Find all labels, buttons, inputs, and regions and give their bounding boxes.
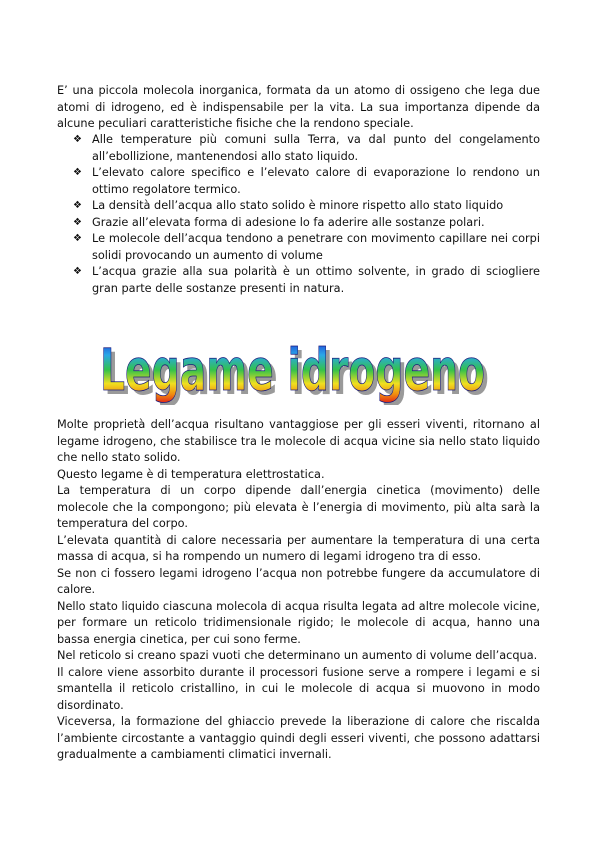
- list-item-text: Grazie all’elevata forma di adesione lo fa aderire alle sostanze polari.: [92, 215, 485, 229]
- heading-shadow: Legame idrogeno: [104, 340, 489, 405]
- heading-title: Legame idrogeno: [100, 336, 485, 404]
- list-item-text: La densità dell’acqua allo stato solido è minore rispetto allo stato liquido: [92, 199, 504, 212]
- body-paragraph: Nello stato liquido ciascuna molecola di acqua risulta legata ad altre molecole vicine, per formare un reticolo tridimensionale rigido; le molecole di acqua, hanno una bassa energia cinetica, per cui sono ferme.: [57, 599, 540, 646]
- four-diamond-bullet-icon: ❖: [73, 167, 82, 178]
- body-paragraph: Nel reticolo si creano spazi vuoti che determinano un aumento di volume dell’acqua.: [57, 649, 538, 662]
- body-paragraph: Questo legame è di temperatura elettrostatica.: [57, 467, 325, 481]
- list-item: [73, 215, 540, 232]
- list-item: [73, 198, 540, 215]
- body-paragraph: L’elevata quantità di calore necessaria per aumentare la temperatura di una certa massa di acqua, si ha rompendo un numero di legami idrogeno tra di esso.: [57, 533, 540, 563]
- body-paragraph: Viceversa, la formazione del ghiaccio prevede la liberazione di calore che riscalda l’ambiente circostante a vantaggio quindi degli esseri viventi, che possono adattarsi gradualmente a cambiamenti climatici invernali.: [57, 715, 540, 761]
- four-diamond-bullet-icon: ❖: [73, 134, 82, 145]
- list-item: [73, 132, 540, 165]
- four-diamond-bullet-icon: ❖: [73, 233, 82, 244]
- body-paragraph: Se non ci fossero legami idrogeno l’acqua non potrebbe fungere da accumulatore di calore.: [57, 566, 540, 596]
- body-paragraph: La temperatura di un corpo dipende dall’energia cinetica (movimento) delle molecole che la compongono; più elevata è l’energia di movimento, più alta sarà la temperatura del corpo.: [57, 484, 540, 530]
- list-item-text: L’elevato calore specifico e l’elevato calore di evaporazione lo rendono un ottimo regolatore termico.: [92, 166, 540, 196]
- body-paragraph: Il calore viene assorbito durante il processori fusione serve a rompere i legami e si smantella il reticolo cristallino, in cui le molecole di acqua si muovono in modo disordinato.: [57, 665, 540, 712]
- list-item: [73, 231, 540, 264]
- list-item-text: Le molecole dell’acqua tendono a penetrare con movimento capillare nei corpi solidi provocando un aumento di volume: [92, 232, 540, 262]
- four-diamond-bullet-icon: ❖: [73, 216, 82, 228]
- four-diamond-bullet-icon: ❖: [73, 266, 82, 277]
- list-item: [73, 165, 540, 198]
- body-paragraph: Molte proprietà dell’acqua risultano vantaggiose per gli esseri viventi, ritornano al legame idrogeno, che stabilisce tra le molecole di acqua vicine sia nello stato liquido che nello stato solido.: [57, 418, 540, 464]
- list-item: [73, 264, 540, 297]
- list-item-text: Alle temperature più comuni sulla Terra, va dal punto del congelamento all’ebollizione, mantenendosi allo stato liquido.: [92, 133, 540, 163]
- properties-list: [73, 132, 540, 297]
- intro-paragraph: E’ una piccola molecola inorganica, formata da un atomo di ossigeno che lega due atomi di idrogeno, ed è indispensabile per la vita. La sua importanza dipende da alcune peculiari caratteristiche fisiche che la rendono speciale.: [57, 84, 540, 130]
- four-diamond-bullet-icon: ❖: [73, 200, 82, 211]
- body-text: [57, 417, 540, 764]
- wordart-heading: [95, 310, 495, 405]
- list-item-text: L’acqua grazie alla sua polarità è un ottimo solvente, in grado di sciogliere gran parte delle sostanze presenti in natura.: [92, 265, 540, 295]
